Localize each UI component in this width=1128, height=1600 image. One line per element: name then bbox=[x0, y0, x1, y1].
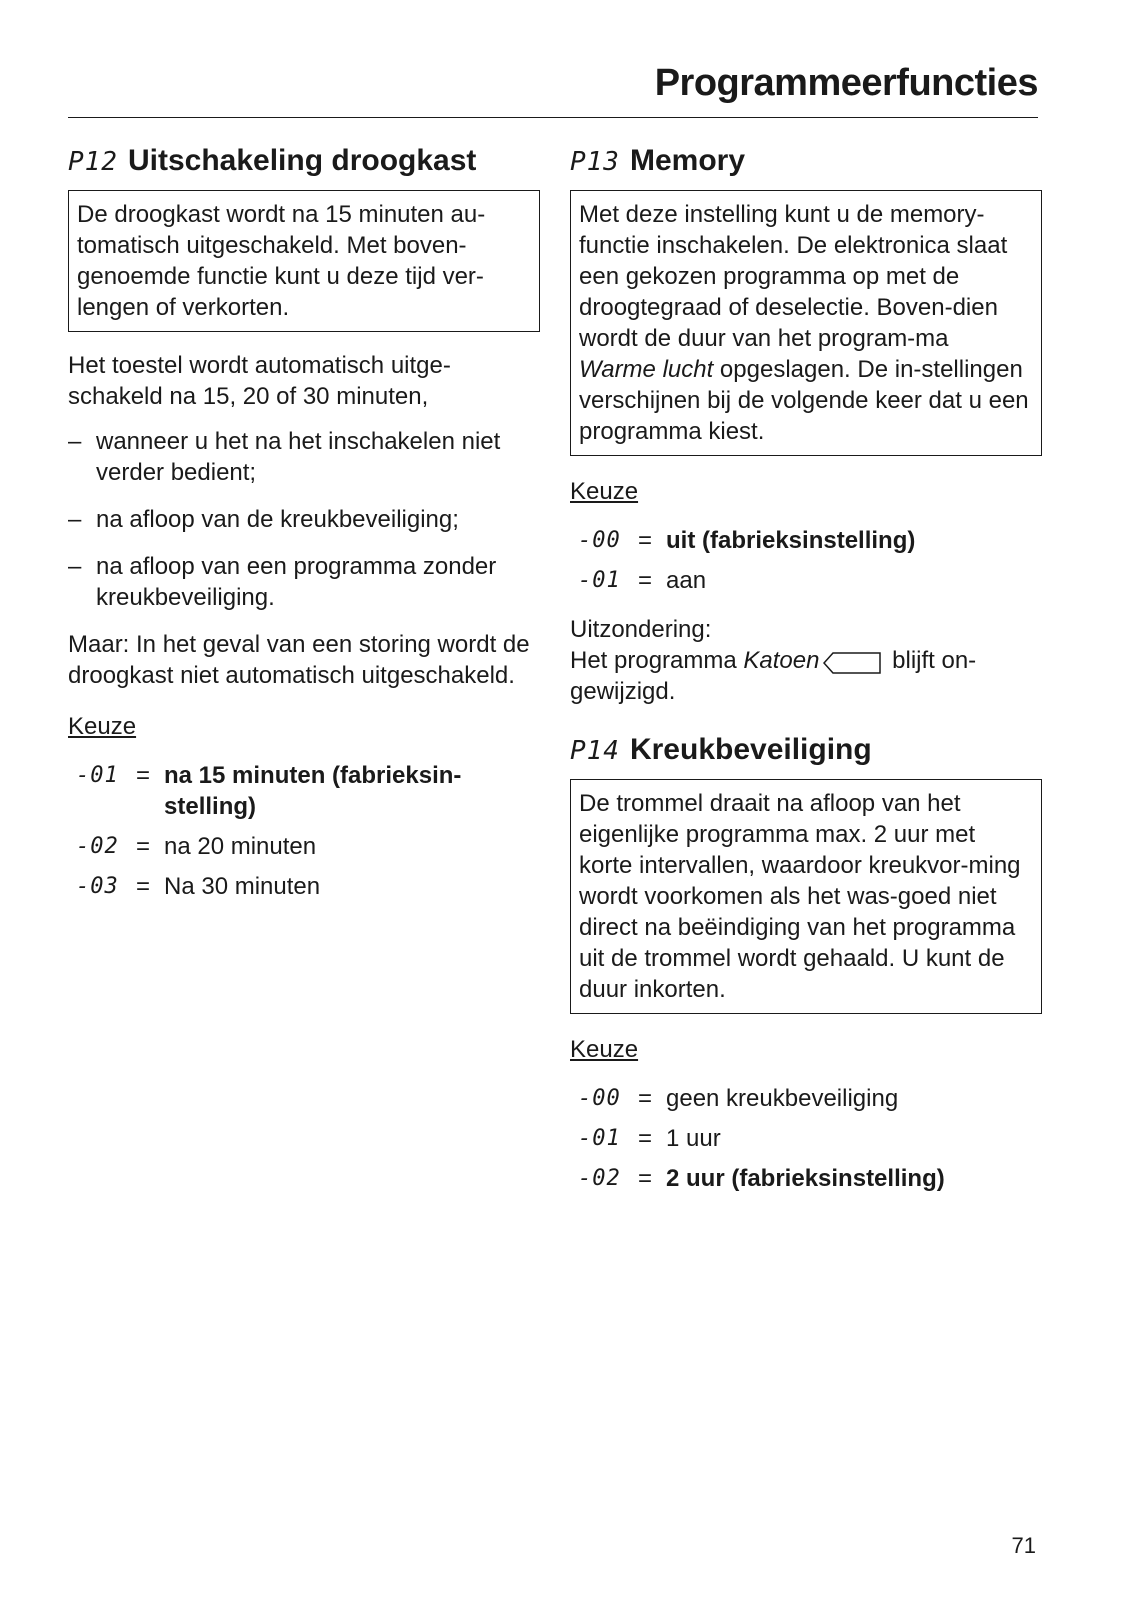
page-header-title: Programmeerfuncties bbox=[654, 62, 1038, 104]
option-row: -01 = aan bbox=[570, 565, 1042, 596]
section-title-p13 bbox=[570, 144, 1042, 178]
option-code: -03 bbox=[76, 874, 119, 899]
intro-paragraph: Het toestel wordt automatisch uitge-schakeld na 15, 20 of 30 minuten, bbox=[68, 352, 451, 410]
page-number: 71 bbox=[1011, 1533, 1036, 1558]
section-title-p12 bbox=[68, 144, 540, 178]
list-item-text: na afloop van een programma zonder kreukbeveiliging. bbox=[96, 553, 497, 611]
list-item: – na afloop van de kreukbeveiliging; bbox=[68, 506, 459, 533]
display-code: P12 bbox=[68, 147, 118, 177]
list-item-text: wanneer u het na het inschakelen niet verder bedient; bbox=[96, 428, 501, 486]
option-text: geen kreukbeveiliging bbox=[666, 1085, 899, 1112]
katoen-button-icon bbox=[823, 651, 881, 673]
display-code: P14 bbox=[570, 736, 620, 766]
keuze-label: Keuze bbox=[570, 478, 639, 505]
option-code: -01 bbox=[76, 763, 119, 788]
section-title-text: Uitschakeling droogkast bbox=[127, 144, 477, 177]
right-column bbox=[570, 140, 1042, 1203]
option-row: -03 = Na 30 minuten bbox=[68, 871, 540, 902]
list-item: – wanneer u het na het inschakelen niet verder bedient; bbox=[68, 426, 540, 488]
list-item-text: na afloop van de kreukbeveiliging; bbox=[96, 506, 459, 533]
option-code: -01 bbox=[578, 1126, 621, 1151]
option-text: uit (fabrieksinstelling) bbox=[666, 527, 916, 554]
keuze-label: Keuze bbox=[68, 713, 137, 740]
option-code: -00 bbox=[578, 528, 621, 553]
display-code: P13 bbox=[570, 147, 620, 177]
info-box: De droogkast wordt na 15 minuten au-tomatisch uitgeschakeld. Met boven-genoemde functie kunt u deze tijd ver-lengen of verkorten. bbox=[68, 190, 540, 332]
option-text: 2 uur (fabrieksinstelling) bbox=[666, 1165, 945, 1192]
option-row: -01 = na 15 minuten (fabrieksin-stelling) bbox=[68, 760, 540, 822]
option-text: na 15 minuten (fabrieksin-stelling) bbox=[164, 762, 462, 820]
option-code: -01 bbox=[578, 568, 621, 593]
section-title-text: Memory bbox=[629, 144, 746, 177]
option-row: -02 = na 20 minuten bbox=[68, 831, 540, 862]
option-text: na 20 minuten bbox=[164, 833, 317, 860]
keuze-label: Keuze bbox=[570, 1036, 639, 1063]
option-row: -00 = uit (fabrieksinstelling) bbox=[570, 525, 1042, 556]
left-column bbox=[68, 140, 540, 911]
option-row: -00 = geen kreukbeveiliging bbox=[570, 1083, 1042, 1114]
option-text: Na 30 minuten bbox=[164, 873, 321, 900]
list-item: – na afloop van een programma zonder kreukbeveiliging. bbox=[68, 551, 540, 613]
option-row: -02 = 2 uur (fabrieksinstelling) bbox=[570, 1163, 1042, 1194]
option-code: -02 bbox=[76, 834, 119, 859]
option-code: -00 bbox=[578, 1086, 621, 1111]
info-box: De trommel draait na afloop van het eigenlijke programma max. 2 uur met korte intervallen, waardoor kreukvor-ming wordt voorkomen als het was-goed niet direct na beëindiging van het programma uit de trommel wordt gehaald. U kunt de duur inkorten. bbox=[570, 779, 1042, 1014]
option-code: -02 bbox=[578, 1166, 621, 1191]
info-box: Met deze instelling kunt u de memory-functie inschakelen. De elektronica slaat een gekozen programma op met de droogtegraad of deselectie. Boven-dien wordt de duur van het program-ma Warme lucht opgeslagen. De in-stellingen verschijnen bij de volgende keer dat u een programma kiest. bbox=[570, 190, 1042, 456]
exception-paragraph: Uitzondering: Het programma Katoen blijft on-gewijzigd. bbox=[570, 616, 977, 705]
option-text: aan bbox=[666, 567, 707, 594]
option-row: -01 = 1 uur bbox=[570, 1123, 1042, 1154]
note-paragraph: Maar: In het geval van een storing wordt de droogkast niet automatisch uitgeschakeld. bbox=[68, 631, 530, 689]
option-text: 1 uur bbox=[666, 1125, 721, 1152]
section-title-text: Kreukbeveiliging bbox=[629, 733, 872, 766]
header-rule bbox=[68, 117, 1038, 118]
section-title-p14 bbox=[570, 733, 1042, 767]
